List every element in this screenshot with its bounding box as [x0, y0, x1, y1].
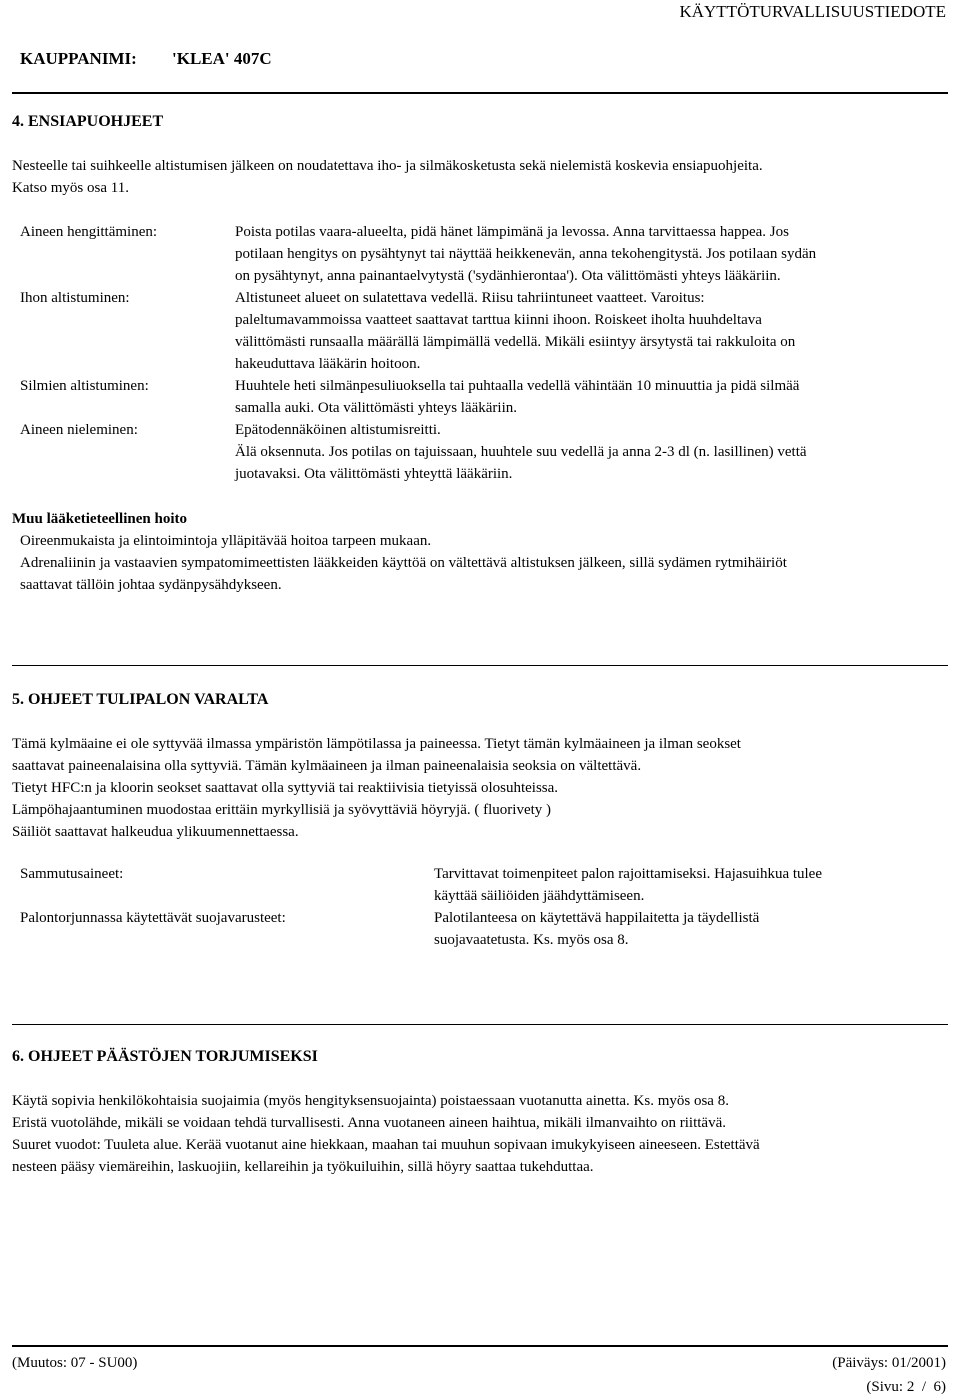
text-line: Tietyt HFC:n ja kloorin seokset saattavat olla syttyviä tai reaktiivisia tietyissä olosuhteissa.: [12, 780, 559, 796]
ingestion-label: Aineen nieleminen:: [20, 422, 138, 438]
text-line: Epätodennäköinen altistumisreitti.: [235, 422, 441, 438]
section-6-heading: 6. OHJEET PÄÄSTÖJEN TORJUMISEKSI: [12, 1048, 318, 1065]
text-line: Huuhtele heti silmänpesuliuoksella tai puhtaalla vedellä vähintään 10 minuuttia ja pidä silmää: [235, 378, 800, 394]
trade-name-value: 'KLEA' 407C: [172, 49, 272, 68]
text-line: Suuret vuodot: Tuuleta alue. Kerää vuotanut aine hiekkaan, maahan tai muuhun sopivaan imukykyiseen aineeseen. Estettävä: [12, 1137, 760, 1153]
header-divider: [12, 92, 948, 94]
text-line: Adrenaliinin ja vastaavien sympatomimeettisten lääkkeiden käyttöä on vältettävä altistuksen jälkeen, sillä sydämen rytmihäiriöt: [20, 555, 787, 571]
text-line: Tarvittavat toimenpiteet palon rajoittamiseksi. Hajasuihkua tulee: [434, 866, 823, 882]
text-line: saattavat paineenalaisina olla syttyviä. Tämän kylmäaineen ja ilman paineenalaisia seoksia on vältettävä.: [12, 758, 642, 774]
date-info: (Päiväys: 01/2001): [832, 1355, 946, 1371]
eye-text: [235, 375, 947, 419]
text-line: Lämpöhajaantuminen muodostaa erittäin myrkyllisiä ja syövyttäviä höyryjä. ( fluorivety ): [12, 802, 552, 818]
trade-name-label: KAUPPANIMI:: [20, 49, 137, 68]
document-title: KÄYTTÖTURVALLISUUSTIEDOTE: [679, 2, 946, 21]
inhalation-label: Aineen hengittäminen:: [20, 224, 158, 240]
text-line: Oireenmukaista ja elintoimintoja ylläpitävää hoitoa tarpeen mukaan.: [20, 533, 432, 549]
text-line: paleltumavammoissa vaatteet saattavat tarttua kiinni ihoon. Roiskeet iholta huuhdeltava: [235, 312, 762, 328]
medical-treatment-text: [20, 530, 950, 596]
text-line: käyttää säiliöiden jäähdyttämiseen.: [434, 888, 645, 904]
text-line: Eristä vuotolähde, mikäli se voidaan tehdä turvallisesti. Anna vuotaneen aineen haihtua, mikäli ilmanvaihto on riittävä.: [12, 1115, 726, 1131]
section-6-text: [12, 1090, 947, 1178]
extinguishing-media-text: [434, 863, 944, 907]
revision-info: (Muutos: 07 - SU00): [12, 1355, 138, 1371]
text-line: potilaan hengitys on pysähtynyt tai näyttää heikkenevän, anna tekohengitystä. Jos potilaan sydän: [235, 246, 817, 262]
text-line: välittömästi runsaalla määrällä lämpimällä vedellä. Mikäli esiintyy ärsytystä tai rakkuloita on: [235, 334, 796, 350]
section-4-intro: [12, 155, 947, 199]
ingestion-text: [235, 419, 947, 485]
medical-treatment-heading: Muu lääketieteellinen hoito: [12, 511, 187, 527]
extinguishing-media-label: Sammutusaineet:: [20, 866, 124, 882]
section-5-text: [12, 733, 947, 843]
skin-label: Ihon altistuminen:: [20, 290, 130, 306]
intro-line: Katso myös osa 11.: [12, 180, 129, 196]
inhalation-text: [235, 221, 947, 287]
footer-divider: [12, 1345, 948, 1347]
text-line: suojavaatetusta. Ks. myös osa 8.: [434, 932, 629, 948]
text-line: Poista potilas vaara-alueelta, pidä hänet lämpimänä ja levossa. Anna tarvittaessa happea. Jos: [235, 224, 789, 240]
protective-equipment-label: Palontorjunnassa käytettävät suojavarusteet:: [20, 910, 286, 926]
text-line: saattavat tällöin johtaa sydänpysähdykseen.: [20, 577, 282, 593]
text-line: Tämä kylmäaine ei ole syttyvää ilmassa ympäristön lämpötilassa ja paineessa. Tietyt tämän kylmäaineen ja ilman seokset: [12, 736, 741, 752]
intro-line: Nesteelle tai suihkeelle altistumisen jälkeen on noudatettava iho- ja silmäkosketusta sekä nielemistä koskevia ensiapuohjeita.: [12, 158, 763, 174]
eye-label: Silmien altistuminen:: [20, 378, 149, 394]
text-line: Älä oksennuta. Jos potilas on tajuissaan, huuhtele suu vedellä ja anna 2-3 dl (n. lasillinen) vettä: [235, 444, 807, 460]
text-line: on pysähtynyt, anna painantaelvytystä ('sydänhierontaa'). Ota välittömästi yhteys lääkäriin.: [235, 268, 781, 284]
text-line: juotavaksi. Ota välittömästi yhteyttä lääkäriin.: [235, 466, 513, 482]
text-line: Käytä sopivia henkilökohtaisia suojaimia (myös hengityksensuojainta) poistaessaan vuotanutta ainetta. Ks. myös osa 8.: [12, 1093, 729, 1109]
section-5-heading: 5. OHJEET TULIPALON VARALTA: [12, 691, 269, 708]
protective-equipment-text: [434, 907, 944, 951]
text-line: samalla auki. Ota välittömästi yhteys lääkäriin.: [235, 400, 518, 416]
text-line: Säiliöt saattavat halkeudua ylikuumennettaessa.: [12, 824, 299, 840]
text-line: Palotilanteesa on käytettävä happilaitetta ja täydellistä: [434, 910, 760, 926]
section-4-heading: 4. ENSIAPUOHJEET: [12, 113, 164, 130]
text-line: hakeuduttava lääkärin hoitoon.: [235, 356, 421, 372]
page-number: (Sivu: 2 / 6): [866, 1379, 946, 1395]
section-divider: [12, 1024, 948, 1025]
text-line: Altistuneet alueet on sulatettava vedellä. Riisu tahriintuneet vaatteet. Varoitus:: [235, 290, 705, 306]
text-line: nesteen pääsy viemäreihin, laskuojiin, kellareihin ja työkuiluihin, sillä höyry saattaa tukehduttaa.: [12, 1159, 594, 1175]
section-divider: [12, 665, 948, 666]
skin-text: [235, 287, 947, 375]
